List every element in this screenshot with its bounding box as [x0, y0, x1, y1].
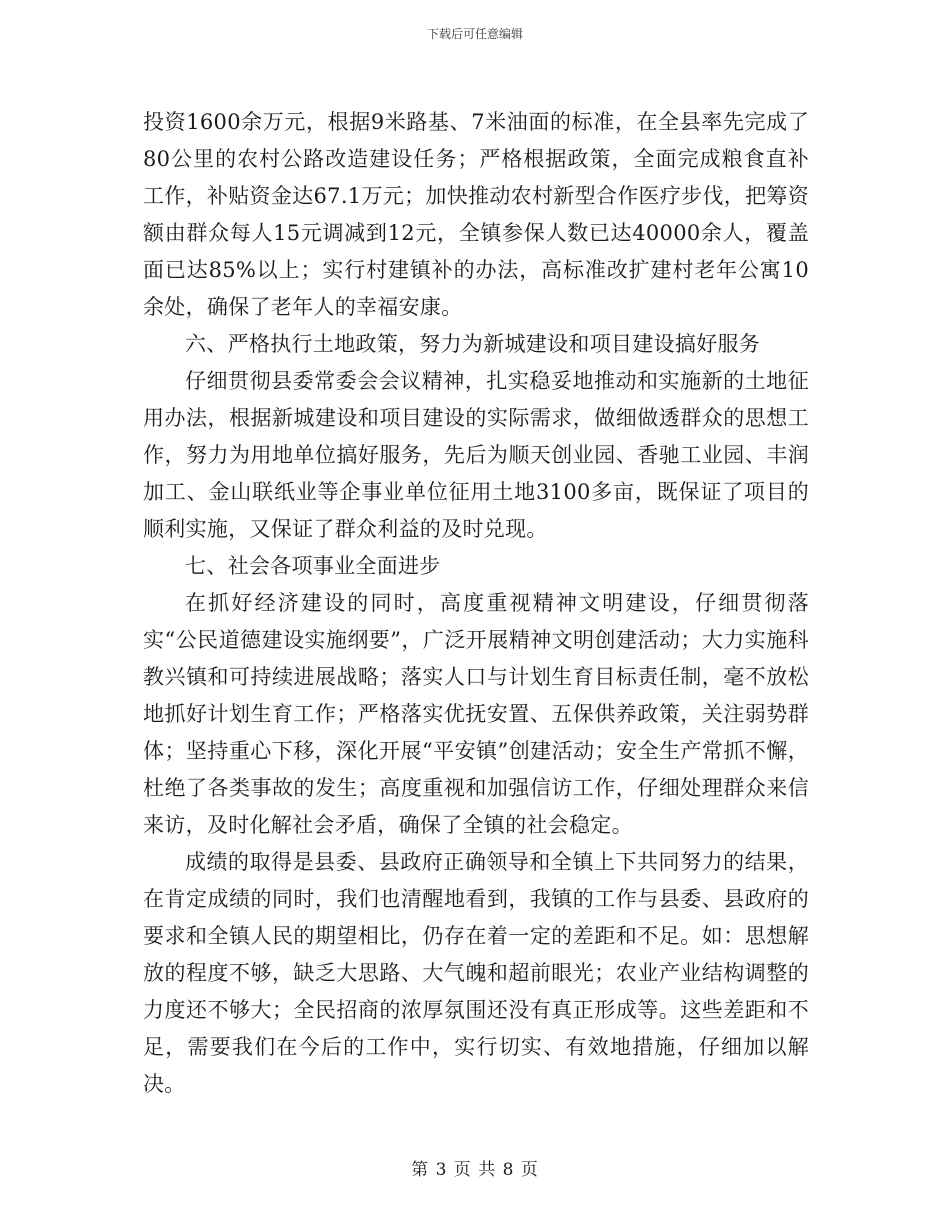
paragraph-continued: 投资1600余万元，根据9米路基、7米油面的标准，在全县率先完成了80公里的农村公路改造建设任务；严格根据政策，全面完成粮食直补工作，补贴资金达67.1万元；加快推动农村新型合作医疗步伐，把筹资额由群众每人15元调减到12元，全镇参保人数已达40000余人，覆盖面已达85%以上；实行村建镇补的办法，高标准改扩建村老年公寓10余处，确保了老年人的幸福安康。 — [143, 110, 809, 319]
paragraph-social-progress: 在抓好经济建设的同时，高度重视精神文明建设，仔细贯彻落实“公民道德建设实施纲要”，广泛开展精神文明创建活动；大力实施科教兴镇和可持续进展战略；落实人口与计划生育目标责任制，毫不放松地抓好计划生育工作；严格落实优抚安置、五保供养政策，关注弱势群体；坚持重心下移，深化开展“平安镇”创建活动；安全生产常抓不懈，杜绝了各类事故的发生；高度重视和加强信访工作，仔细处理群众来信来访，及时化解社会矛盾，确保了全镇的社会稳定。 — [143, 591, 809, 837]
page-number: 第 3 页 共 8 页 — [411, 1160, 539, 1180]
paragraph-achievements-shortcomings: 成绩的取得是县委、县政府正确领导和全镇上下共同努力的结果，在肯定成绩的同时，我们也清醒地看到，我镇的工作与县委、县政府的要求和全镇人民的期望相比，仍存在着一定的差距和不足。如：思想解放的程度不够，缺乏大思路、大气魄和超前眼光；农业产业结构调整的力度还不够大；全民招商的浓厚氛围还没有真正形成等。这些差距和不足，需要我们在今后的工作中，实行切实、有效地措施，仔细加以解决。 — [143, 850, 809, 1096]
section-heading-six: 六、严格执行土地政策，努力为新城建设和项目建设搞好服务 — [185, 332, 761, 356]
document-body — [143, 104, 809, 1103]
page-header: 下载后可任意编辑 — [426, 27, 523, 41]
paragraph-land-policy: 仔细贯彻县委常委会会议精神，扎实稳妥地推动和实施新的土地征用办法，根据新城建设和项目建设的实际需求，做细做透群众的思想工作，努力为用地单位搞好服务，先后为顺天创业园、香驰工业园、丰润加工、金山联纸业等企事业单位征用土地3100多亩，既保证了项目的顺利实施，又保证了群众利益的及时兑现。 — [143, 369, 809, 541]
section-heading-seven: 七、社会各项事业全面进步 — [185, 554, 441, 578]
